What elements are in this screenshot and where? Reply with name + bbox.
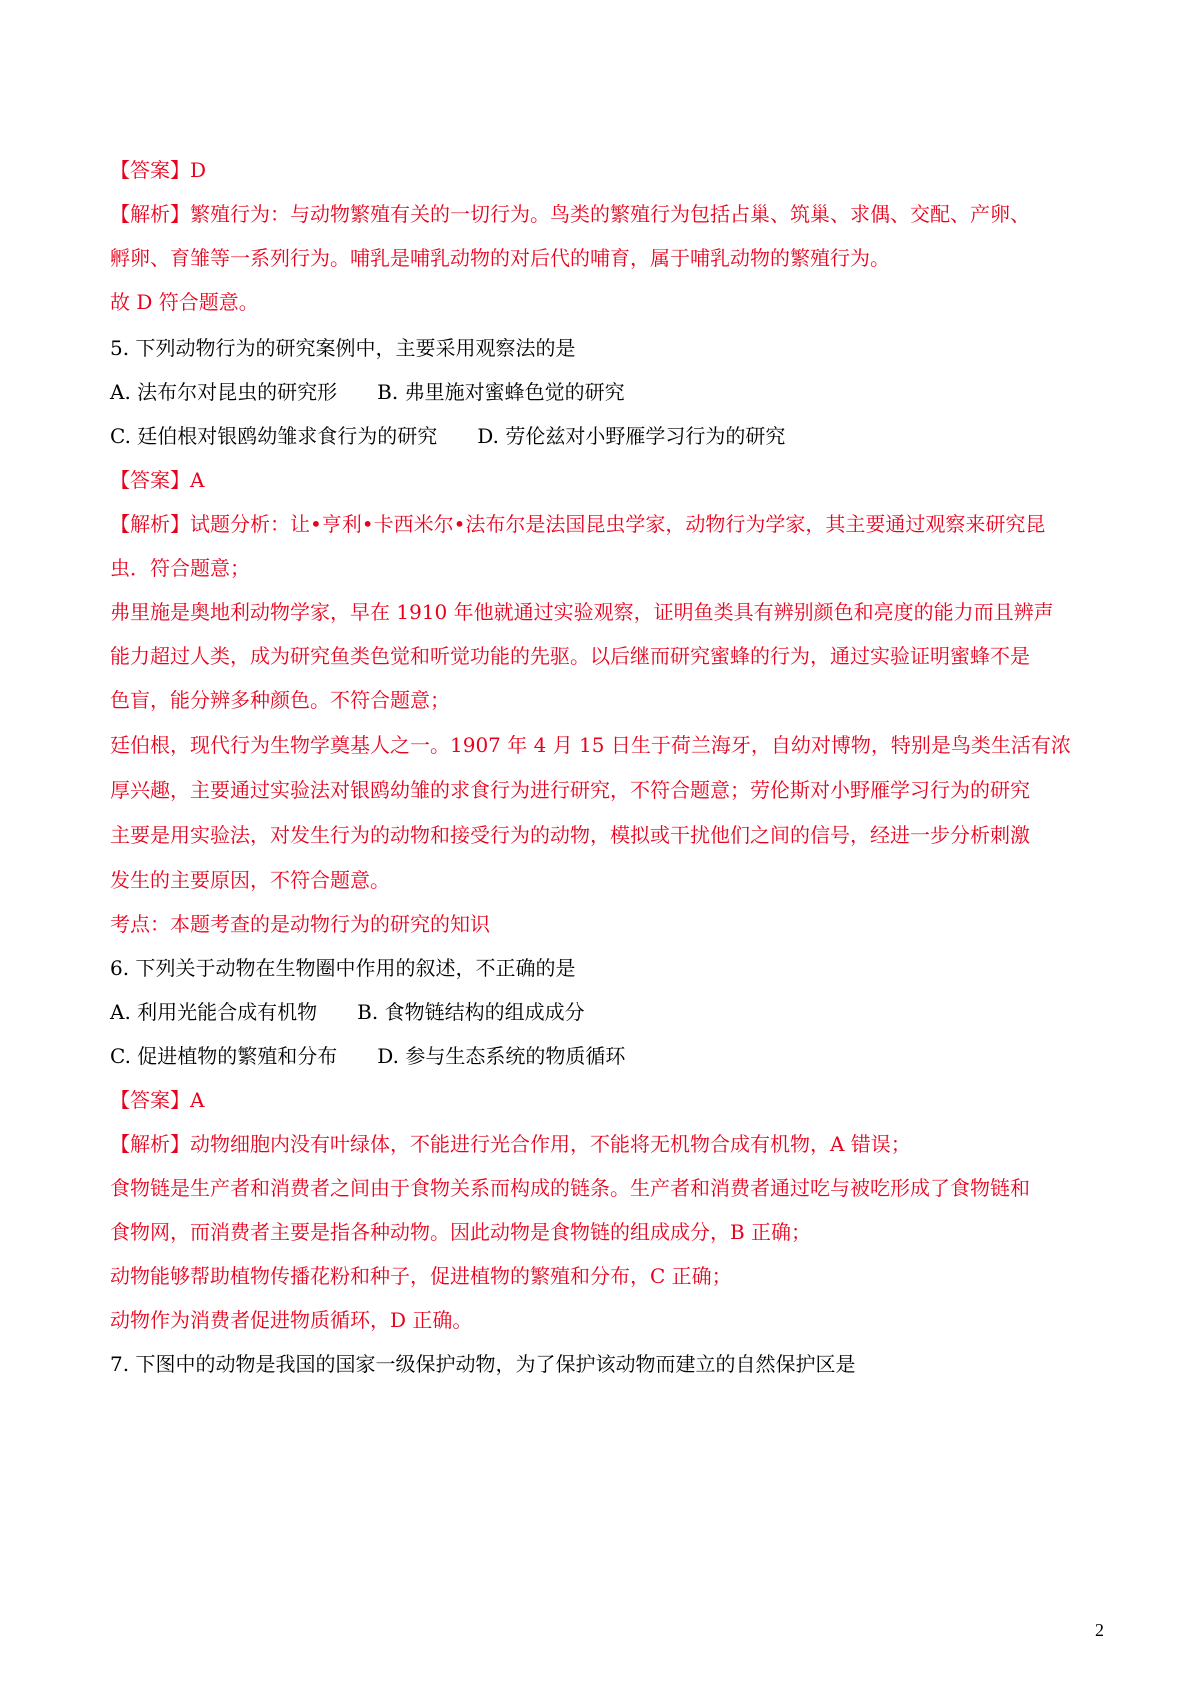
q5-explanation-line-4: 能力超过人类，成为研究鱼类色觉和听觉功能的先驱。以后继而研究蜜蜂的行为，通过实验证明蜜蜂不是 — [110, 644, 1030, 668]
q5-explanation-line-8: 主要是用实验法，对发生行为的动物和接受行为的动物，模拟或干扰他们之间的信号，经进一步分析刺激 — [110, 823, 1030, 847]
q5-explanation-line-9: 发生的主要原因，不符合题意。 — [110, 868, 390, 892]
q5-knowledge-point: 考点：本题考查的是动物行为的研究的知识 — [110, 912, 490, 936]
q6-options-cd: C. 促进植物的繁殖和分布 D. 参与生态系统的物质循环 — [110, 1044, 626, 1068]
q5-explanation-line-5: 色盲，能分辨多种颜色。不符合题意； — [110, 688, 450, 712]
q6-explanation-line-3: 食物网，而消费者主要是指各种动物。因此动物是食物链的组成成分，B 正确； — [110, 1220, 812, 1244]
q5-explanation-line-1: 【解析】试题分析：让•亨利•卡西米尔•法布尔是法国昆虫学家，动物行为学家，其主要通过观察来研究昆 — [110, 512, 1046, 536]
q5-explanation-line-6: 廷伯根，现代行为生物学奠基人之一。1907 年 4 月 15 日生于荷兰海牙，自幼对博物，特别是鸟类生活有浓 — [110, 733, 1071, 757]
q6-explanation-line-2: 食物链是生产者和消费者之间由于食物关系而构成的链条。生产者和消费者通过吃与被吃形成了食物链和 — [110, 1176, 1030, 1200]
q4-explanation-line-3: 故 D 符合题意。 — [110, 290, 259, 314]
q5-explanation-line-2: 虫．符合题意； — [110, 556, 250, 580]
q4-answer: 【答案】D — [110, 158, 207, 182]
q6-answer: 【答案】A — [110, 1088, 205, 1112]
q5-explanation-line-7: 厚兴趣，主要通过实验法对银鸥幼雏的求食行为进行研究，不符合题意；劳伦斯对小野雁学习行为的研究 — [110, 778, 1030, 802]
q5-options-ab: A. 法布尔对昆虫的研究形 B. 弗里施对蜜蜂色觉的研究 — [110, 380, 625, 404]
q6-explanation-line-5: 动物作为消费者促进物质循环，D 正确。 — [110, 1308, 473, 1332]
q5-stem: 5. 下列动物行为的研究案例中，主要采用观察法的是 — [110, 336, 576, 360]
q6-explanation-line-1: 【解析】动物细胞内没有叶绿体，不能进行光合作用，不能将无机物合成有机物，A 错误； — [110, 1132, 911, 1156]
q5-options-cd: C. 廷伯根对银鸥幼雏求食行为的研究 D. 劳伦兹对小野雁学习行为的研究 — [110, 424, 786, 448]
page-number: 2 — [1095, 1620, 1104, 1640]
q5-answer: 【答案】A — [110, 468, 205, 492]
q6-explanation-line-4: 动物能够帮助植物传播花粉和种子，促进植物的繁殖和分布，C 正确； — [110, 1264, 732, 1288]
q4-explanation-line-2: 孵卵、育雏等一系列行为。哺乳是哺乳动物的对后代的哺育，属于哺乳动物的繁殖行为。 — [110, 246, 890, 270]
q5-explanation-line-3: 弗里施是奥地利动物学家，早在 1910 年他就通过实验观察，证明鱼类具有辨别颜色和亮度的能力而且辨声 — [110, 600, 1054, 624]
q6-stem: 6. 下列关于动物在生物圈中作用的叙述，不正确的是 — [110, 956, 576, 980]
q6-options-ab: A. 利用光能合成有机物 B. 食物链结构的组成成分 — [110, 1000, 585, 1024]
q7-stem: 7. 下图中的动物是我国的国家一级保护动物，为了保护该动物而建立的自然保护区是 — [110, 1352, 856, 1376]
q4-explanation-line-1: 【解析】繁殖行为：与动物繁殖有关的一切行为。鸟类的繁殖行为包括占巢、筑巢、求偶、交配、产卵、 — [110, 202, 1030, 226]
